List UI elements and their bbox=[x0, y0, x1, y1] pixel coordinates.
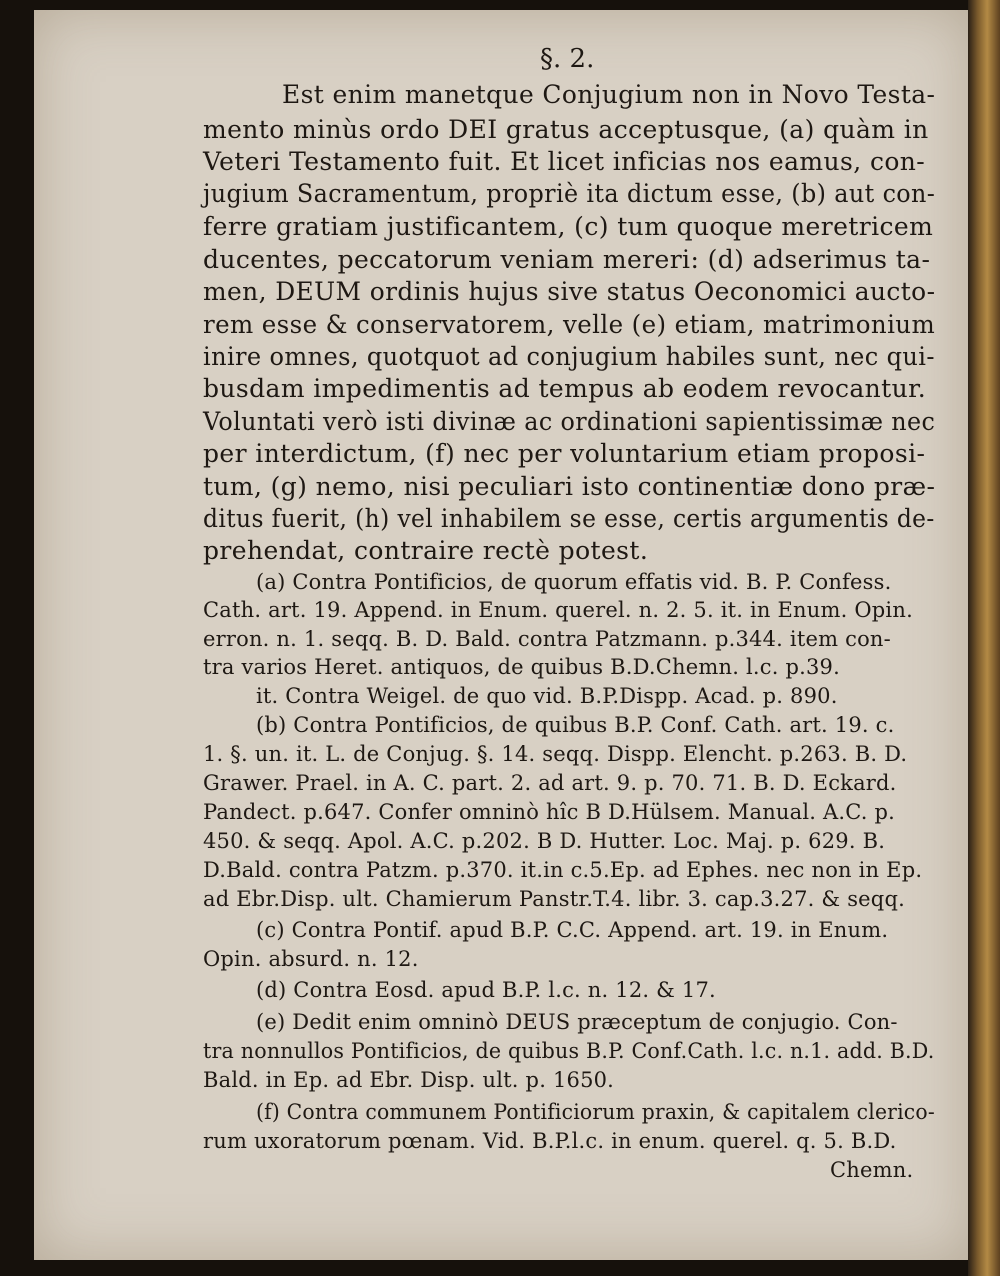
footnote-line: Pandect. p.647. Confer omninò hîc B D.Hülsem. Manual. A.C. p. bbox=[203, 800, 896, 824]
body-line: per interdictum, (f) nec per voluntarium etiam proposi- bbox=[203, 439, 926, 468]
body-line: tum, (g) nemo, nisi peculiari isto continentiæ dono præ- bbox=[203, 472, 936, 501]
body-line: busdam impedimentis ad tempus ab eodem revocantur. bbox=[203, 374, 927, 403]
footnote-line: (f) Contra communem Pontificiorum praxin, & capitalem clerico- bbox=[256, 1100, 935, 1124]
footnote-line: Opin. absurd. n. 12. bbox=[203, 947, 419, 971]
body-line: jugium Sacramentum, propriè ita dictum esse, (b) aut con- bbox=[203, 179, 936, 208]
body-line: ferre gratiam justificantem, (c) tum quoque meretricem bbox=[203, 212, 934, 241]
footnote-line: Cath. art. 19. Append. in Enum. querel. n. 2. 5. it. in Enum. Opin. bbox=[203, 598, 913, 622]
book-edge bbox=[968, 0, 1000, 1276]
footnote-line: erron. n. 1. seqq. B. D. Bald. contra Patzmann. p.344. item con- bbox=[203, 627, 891, 651]
body-line: ditus fuerit, (h) vel inhabilem se esse, certis argumentis de- bbox=[203, 504, 935, 533]
footnote-line: it. Contra Weigel. de quo vid. B.P.Dispp. Acad. p. 890. bbox=[256, 684, 838, 708]
footnote-line: Grawer. Prael. in A. C. part. 2. ad art. 9. p. 70. 71. B. D. Eckard. bbox=[203, 771, 897, 795]
footnote-line: 450. & seqq. Apol. A.C. p.202. B D. Hutter. Loc. Maj. p. 629. B. bbox=[203, 829, 886, 853]
footnote-line: tra varios Heret. antiquos, de quibus B.D.Chemn. l.c. p.39. bbox=[203, 655, 840, 679]
footnote-line: (c) Contra Pontif. apud B.P. C.C. Append. art. 19. in Enum. bbox=[256, 918, 889, 942]
body-line: prehendat, contraire rectè potest. bbox=[203, 536, 649, 565]
footnote-line: rum uxoratorum pœnam. Vid. B.P.l.c. in enum. querel. q. 5. B.D. bbox=[203, 1129, 897, 1153]
footnote-line: 1. §. un. it. L. de Conjug. §. 14. seqq. Dispp. Elencht. p.263. B. D. bbox=[203, 742, 908, 766]
body-line: Veteri Testamento fuit. Et licet inficias nos eamus, con- bbox=[203, 147, 926, 176]
body-line: Est enim manetque Conjugium non in Novo Testa- bbox=[282, 80, 936, 109]
body-line: mento minùs ordo DEI gratus acceptusque, (a) quàm in bbox=[203, 115, 929, 144]
footnote-line: ad Ebr.Disp. ult. Chamierum Panstr.T.4. libr. 3. cap.3.27. & seqq. bbox=[203, 887, 905, 911]
footnote-line: tra nonnullos Pontificios, de quibus B.P. Conf.Cath. l.c. n.1. add. B.D. bbox=[203, 1039, 935, 1063]
footnote-line: (e) Dedit enim omninò DEUS præceptum de conjugio. Con- bbox=[256, 1010, 898, 1034]
footnote-line: (a) Contra Pontificios, de quorum effatis vid. B. P. Confess. bbox=[256, 570, 892, 594]
catchword: Chemn. bbox=[830, 1158, 914, 1182]
section-number: §. 2. bbox=[540, 44, 595, 74]
body-line: men, DEUM ordinis hujus sive status Oeconomici aucto- bbox=[203, 277, 936, 306]
footnote-line: Bald. in Ep. ad Ebr. Disp. ult. p. 1650. bbox=[203, 1068, 615, 1092]
body-line: inire omnes, quotquot ad conjugium habiles sunt, nec qui- bbox=[203, 342, 935, 371]
body-line: Voluntati verò isti divinæ ac ordinationi sapientissimæ nec bbox=[203, 407, 936, 436]
footnote-line: D.Bald. contra Patzm. p.370. it.in c.5.Ep. ad Ephes. nec non in Ep. bbox=[203, 858, 923, 882]
body-line: ducentes, peccatorum veniam mereri: (d) adserimus ta- bbox=[203, 245, 931, 274]
footnote-line: (d) Contra Eosd. apud B.P. l.c. n. 12. & 17. bbox=[256, 978, 716, 1002]
footnote-line: (b) Contra Pontificios, de quibus B.P. Conf. Cath. art. 19. c. bbox=[256, 713, 895, 737]
body-line: rem esse & conservatorem, velle (e) etiam, matrimonium bbox=[203, 310, 936, 339]
